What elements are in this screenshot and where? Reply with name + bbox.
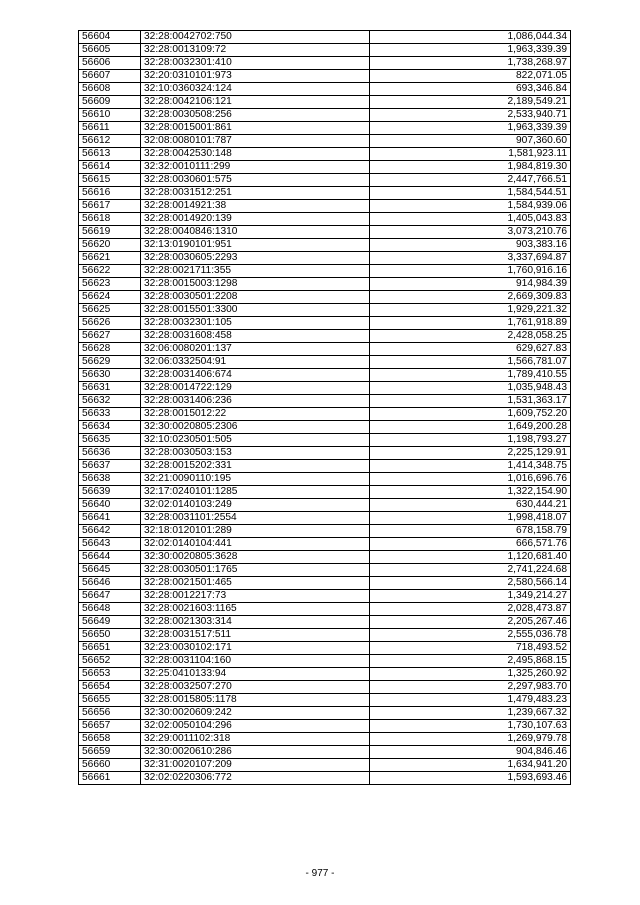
table-row: [79, 148, 571, 161]
row-number-cell: 56626: [79, 317, 141, 330]
cadastral-number-cell: 32:28:0012217:73: [141, 590, 370, 603]
table-row: [79, 395, 571, 408]
row-number-cell: 56653: [79, 668, 141, 681]
table-row: [79, 447, 571, 460]
amount-cell: 2,495,868.15: [370, 655, 571, 668]
cadastral-number-cell: 32:25:0410133:94: [141, 668, 370, 681]
cadastral-number-cell: 32:28:0014722:129: [141, 382, 370, 395]
row-number-cell: 56658: [79, 733, 141, 746]
cadastral-number-cell: 32:28:0042702:750: [141, 31, 370, 44]
row-number-cell: 56659: [79, 746, 141, 759]
row-number-cell: 56628: [79, 343, 141, 356]
row-number-cell: 56634: [79, 421, 141, 434]
row-number-cell: 56660: [79, 759, 141, 772]
cadastral-number-cell: 32:02:0050104:296: [141, 720, 370, 733]
table-row: [79, 382, 571, 395]
cadastral-number-cell: 32:28:0031104:160: [141, 655, 370, 668]
cadastral-number-cell: 32:30:0020609:242: [141, 707, 370, 720]
amount-cell: 2,428,058.25: [370, 330, 571, 343]
table-row: [79, 499, 571, 512]
table-row: [79, 408, 571, 421]
table-row: [79, 642, 571, 655]
row-number-cell: 56643: [79, 538, 141, 551]
table-row: [79, 733, 571, 746]
amount-cell: 666,571.76: [370, 538, 571, 551]
row-number-cell: 56617: [79, 200, 141, 213]
row-number-cell: 56638: [79, 473, 141, 486]
row-number-cell: 56631: [79, 382, 141, 395]
cadastral-number-cell: 32:31:0020107:209: [141, 759, 370, 772]
cadastral-number-cell: 32:28:0040846:1310: [141, 226, 370, 239]
table-row: [79, 187, 571, 200]
table-row: [79, 161, 571, 174]
amount-cell: 2,205,267.46: [370, 616, 571, 629]
row-number-cell: 56651: [79, 642, 141, 655]
table-body: [79, 31, 571, 785]
cadastral-number-cell: 32:10:0360324:124: [141, 83, 370, 96]
cadastral-number-cell: 32:28:0031406:236: [141, 395, 370, 408]
table-row: [79, 668, 571, 681]
table-row: [79, 434, 571, 447]
table-row: [79, 109, 571, 122]
cadastral-number-cell: 32:28:0031608:458: [141, 330, 370, 343]
cadastral-number-cell: 32:28:0015202:331: [141, 460, 370, 473]
table-row: [79, 226, 571, 239]
amount-cell: 1,198,793.27: [370, 434, 571, 447]
row-number-cell: 56652: [79, 655, 141, 668]
row-number-cell: 56641: [79, 512, 141, 525]
table-row: [79, 746, 571, 759]
amount-cell: 1,609,752.20: [370, 408, 571, 421]
amount-cell: 693,346.84: [370, 83, 571, 96]
row-number-cell: 56632: [79, 395, 141, 408]
cadastral-number-cell: 32:02:0140104:441: [141, 538, 370, 551]
table-row: [79, 44, 571, 57]
amount-cell: 1,963,339.39: [370, 44, 571, 57]
row-number-cell: 56614: [79, 161, 141, 174]
cadastral-number-cell: 32:10:0230501:505: [141, 434, 370, 447]
row-number-cell: 56650: [79, 629, 141, 642]
cadastral-number-cell: 32:28:0032301:410: [141, 57, 370, 70]
cadastral-number-cell: 32:28:0030601:575: [141, 174, 370, 187]
row-number-cell: 56646: [79, 577, 141, 590]
amount-cell: 2,225,129.91: [370, 447, 571, 460]
amount-cell: 1,581,923.11: [370, 148, 571, 161]
cadastral-number-cell: 32:28:0021711:355: [141, 265, 370, 278]
amount-cell: 678,158.79: [370, 525, 571, 538]
amount-cell: 1,929,221.32: [370, 304, 571, 317]
table-row: [79, 135, 571, 148]
table-row: [79, 421, 571, 434]
amount-cell: 1,086,044.34: [370, 31, 571, 44]
amount-cell: 3,337,694.87: [370, 252, 571, 265]
row-number-cell: 56654: [79, 681, 141, 694]
table-row: [79, 681, 571, 694]
amount-cell: 1,984,819.30: [370, 161, 571, 174]
row-number-cell: 56619: [79, 226, 141, 239]
table-row: [79, 616, 571, 629]
table-row: [79, 57, 571, 70]
row-number-cell: 56656: [79, 707, 141, 720]
cadastral-number-cell: 32:06:0332504:91: [141, 356, 370, 369]
amount-cell: 2,028,473.87: [370, 603, 571, 616]
amount-cell: 1,738,268.97: [370, 57, 571, 70]
table-row: [79, 772, 571, 785]
table-row: [79, 200, 571, 213]
table-row: [79, 655, 571, 668]
amount-cell: 1,760,916.16: [370, 265, 571, 278]
amount-cell: 718,493.52: [370, 642, 571, 655]
cadastral-number-cell: 32:30:0020805:3628: [141, 551, 370, 564]
amount-cell: 1,730,107.63: [370, 720, 571, 733]
table-row: [79, 174, 571, 187]
row-number-cell: 56623: [79, 278, 141, 291]
amount-cell: 1,963,339.39: [370, 122, 571, 135]
table-row: [79, 577, 571, 590]
row-number-cell: 56625: [79, 304, 141, 317]
table-row: [79, 460, 571, 473]
table-row: [79, 512, 571, 525]
cadastral-number-cell: 32:23:0030102:171: [141, 642, 370, 655]
table-row: [79, 538, 571, 551]
row-number-cell: 56649: [79, 616, 141, 629]
cadastral-number-cell: 32:28:0030503:153: [141, 447, 370, 460]
cadastral-number-cell: 32:28:0030501:2208: [141, 291, 370, 304]
amount-cell: 1,998,418.07: [370, 512, 571, 525]
cadastral-number-cell: 32:17:0240101:1285: [141, 486, 370, 499]
row-number-cell: 56647: [79, 590, 141, 603]
property-value-table: [78, 30, 571, 785]
row-number-cell: 56621: [79, 252, 141, 265]
cadastral-number-cell: 32:08:0080101:787: [141, 135, 370, 148]
table-row: [79, 343, 571, 356]
row-number-cell: 56606: [79, 57, 141, 70]
cadastral-number-cell: 32:28:0015805:1178: [141, 694, 370, 707]
amount-cell: 914,984.39: [370, 278, 571, 291]
amount-cell: 1,584,544.51: [370, 187, 571, 200]
amount-cell: 903,383.16: [370, 239, 571, 252]
table-row: [79, 603, 571, 616]
row-number-cell: 56648: [79, 603, 141, 616]
cadastral-number-cell: 32:28:0021603:1165: [141, 603, 370, 616]
amount-cell: 822,071.05: [370, 70, 571, 83]
amount-cell: 1,405,043.83: [370, 213, 571, 226]
cadastral-number-cell: 32:28:0015003:1298: [141, 278, 370, 291]
amount-cell: 1,789,410.55: [370, 369, 571, 382]
amount-cell: 1,035,948.43: [370, 382, 571, 395]
row-number-cell: 56642: [79, 525, 141, 538]
amount-cell: 907,360.60: [370, 135, 571, 148]
cadastral-number-cell: 32:28:0014921:38: [141, 200, 370, 213]
table-row: [79, 486, 571, 499]
row-number-cell: 56637: [79, 460, 141, 473]
row-number-cell: 56635: [79, 434, 141, 447]
amount-cell: 3,073,210.76: [370, 226, 571, 239]
table-row: [79, 291, 571, 304]
table-row: [79, 356, 571, 369]
table-row: [79, 525, 571, 538]
row-number-cell: 56630: [79, 369, 141, 382]
amount-cell: 629,627.83: [370, 343, 571, 356]
cadastral-number-cell: 32:28:0030605:2293: [141, 252, 370, 265]
table-row: [79, 213, 571, 226]
amount-cell: 2,297,983.70: [370, 681, 571, 694]
cadastral-number-cell: 32:28:0031512:251: [141, 187, 370, 200]
cadastral-number-cell: 32:28:0030501:1765: [141, 564, 370, 577]
row-number-cell: 56633: [79, 408, 141, 421]
amount-cell: 2,741,224.68: [370, 564, 571, 577]
table-row: [79, 564, 571, 577]
cadastral-number-cell: 32:28:0021303:314: [141, 616, 370, 629]
row-number-cell: 56640: [79, 499, 141, 512]
row-number-cell: 56636: [79, 447, 141, 460]
table-row: [79, 252, 571, 265]
row-number-cell: 56612: [79, 135, 141, 148]
table-row: [79, 473, 571, 486]
cadastral-number-cell: 32:13:0190101:951: [141, 239, 370, 252]
amount-cell: 2,669,309.83: [370, 291, 571, 304]
amount-cell: 1,479,483.23: [370, 694, 571, 707]
cadastral-number-cell: 32:28:0015501:3300: [141, 304, 370, 317]
table-row: [79, 239, 571, 252]
table-row: [79, 694, 571, 707]
cadastral-number-cell: 32:28:0030508:256: [141, 109, 370, 122]
table-row: [79, 70, 571, 83]
table-row: [79, 304, 571, 317]
table-row: [79, 31, 571, 44]
amount-cell: 1,414,348.75: [370, 460, 571, 473]
table-row: [79, 317, 571, 330]
row-number-cell: 56639: [79, 486, 141, 499]
cadastral-number-cell: 32:28:0014920:139: [141, 213, 370, 226]
row-number-cell: 56655: [79, 694, 141, 707]
cadastral-number-cell: 32:02:0140103:249: [141, 499, 370, 512]
row-number-cell: 56661: [79, 772, 141, 785]
cadastral-number-cell: 32:20:0310101:973: [141, 70, 370, 83]
amount-cell: 904,846.46: [370, 746, 571, 759]
row-number-cell: 56645: [79, 564, 141, 577]
amount-cell: 2,533,940.71: [370, 109, 571, 122]
amount-cell: 1,269,979.78: [370, 733, 571, 746]
cadastral-number-cell: 32:29:0011102:318: [141, 733, 370, 746]
table-row: [79, 720, 571, 733]
table-row: [79, 629, 571, 642]
amount-cell: 1,584,939.06: [370, 200, 571, 213]
row-number-cell: 56657: [79, 720, 141, 733]
row-number-cell: 56605: [79, 44, 141, 57]
row-number-cell: 56624: [79, 291, 141, 304]
table-row: [79, 122, 571, 135]
amount-cell: 2,555,036.78: [370, 629, 571, 642]
row-number-cell: 56622: [79, 265, 141, 278]
table-row: [79, 707, 571, 720]
page-number: - 977 -: [305, 868, 335, 879]
row-number-cell: 56608: [79, 83, 141, 96]
amount-cell: 2,189,549.21: [370, 96, 571, 109]
table-row: [79, 590, 571, 603]
amount-cell: 1,120,681.40: [370, 551, 571, 564]
amount-cell: 1,761,918.89: [370, 317, 571, 330]
row-number-cell: 56629: [79, 356, 141, 369]
table-row: [79, 265, 571, 278]
table-row: [79, 369, 571, 382]
row-number-cell: 56613: [79, 148, 141, 161]
amount-cell: 1,322,154.90: [370, 486, 571, 499]
amount-cell: 1,566,781.07: [370, 356, 571, 369]
cadastral-number-cell: 32:28:0031517:511: [141, 629, 370, 642]
amount-cell: 1,531,363.17: [370, 395, 571, 408]
cadastral-number-cell: 32:28:0031406:674: [141, 369, 370, 382]
amount-cell: 1,593,693.46: [370, 772, 571, 785]
cadastral-number-cell: 32:28:0015001:861: [141, 122, 370, 135]
table-row: [79, 96, 571, 109]
cadastral-number-cell: 32:28:0013109:72: [141, 44, 370, 57]
table-row: [79, 83, 571, 96]
amount-cell: 2,447,766.51: [370, 174, 571, 187]
row-number-cell: 56620: [79, 239, 141, 252]
row-number-cell: 56616: [79, 187, 141, 200]
cadastral-number-cell: 32:28:0042530:148: [141, 148, 370, 161]
amount-cell: 1,634,941.20: [370, 759, 571, 772]
amount-cell: 1,239,667.32: [370, 707, 571, 720]
table-row: [79, 330, 571, 343]
amount-cell: 1,649,200.28: [370, 421, 571, 434]
table-row: [79, 551, 571, 564]
row-number-cell: 56611: [79, 122, 141, 135]
row-number-cell: 56607: [79, 70, 141, 83]
amount-cell: 1,325,260.92: [370, 668, 571, 681]
cadastral-number-cell: 32:18:0120101:289: [141, 525, 370, 538]
table-row: [79, 278, 571, 291]
cadastral-number-cell: 32:28:0021501:465: [141, 577, 370, 590]
table-row: [79, 759, 571, 772]
cadastral-number-cell: 32:28:0032301:105: [141, 317, 370, 330]
amount-cell: 1,016,696.76: [370, 473, 571, 486]
cadastral-number-cell: 32:21:0090110:195: [141, 473, 370, 486]
cadastral-number-cell: 32:28:0031101:2554: [141, 512, 370, 525]
cadastral-number-cell: 32:32:0010111:299: [141, 161, 370, 174]
row-number-cell: 56618: [79, 213, 141, 226]
row-number-cell: 56610: [79, 109, 141, 122]
row-number-cell: 56644: [79, 551, 141, 564]
cadastral-number-cell: 32:28:0032507:270: [141, 681, 370, 694]
row-number-cell: 56627: [79, 330, 141, 343]
cadastral-number-cell: 32:30:0020610:286: [141, 746, 370, 759]
amount-cell: 1,349,214.27: [370, 590, 571, 603]
amount-cell: 630,444.21: [370, 499, 571, 512]
cadastral-number-cell: 32:06:0080201:137: [141, 343, 370, 356]
amount-cell: 2,580,566.14: [370, 577, 571, 590]
cadastral-number-cell: 32:30:0020805:2306: [141, 421, 370, 434]
cadastral-number-cell: 32:28:0042106:121: [141, 96, 370, 109]
row-number-cell: 56615: [79, 174, 141, 187]
row-number-cell: 56609: [79, 96, 141, 109]
cadastral-number-cell: 32:28:0015012:22: [141, 408, 370, 421]
row-number-cell: 56604: [79, 31, 141, 44]
cadastral-number-cell: 32:02:0220306:772: [141, 772, 370, 785]
